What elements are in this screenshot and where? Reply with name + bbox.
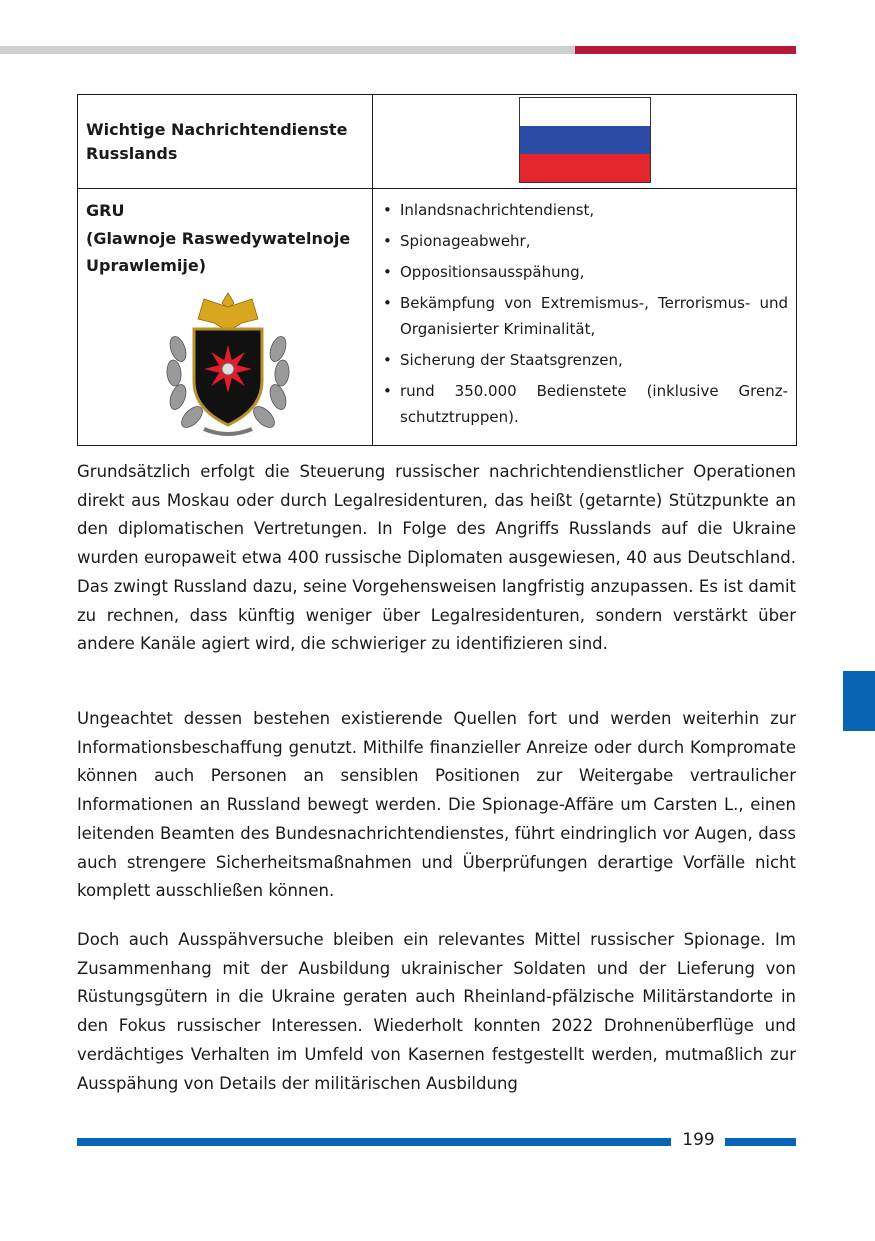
- intelligence-services-table: [77, 94, 797, 446]
- table-row-gru: [78, 189, 797, 446]
- list-item: • Oppositionsausspähung,: [380, 259, 788, 285]
- header-bar-gray: [0, 46, 575, 54]
- tasks-list: [380, 197, 788, 430]
- gru-emblem-icon: [164, 289, 292, 439]
- list-item: • Bekämpfung von Extremismus-, Terrorismus- und Organisierter Kriminalität,: [380, 290, 788, 342]
- agency-full-name: (Glawnoje Raswedywatelnoje Uprawlemije): [86, 229, 351, 275]
- list-item: • Inlandsnachrichtendienst,: [380, 197, 788, 223]
- list-item: • Sicherung der Staatsgrenzen,: [380, 347, 788, 373]
- footer-line-left: [77, 1138, 671, 1146]
- header-bar-red: [575, 46, 796, 54]
- list-item: • rund 350.000 Bedienstete (inklusive Grenzschutztruppen).: [380, 378, 788, 430]
- page-number: 199: [682, 1130, 715, 1150]
- agency-abbreviation: GRU: [86, 201, 125, 220]
- footer-line-right: [725, 1138, 796, 1146]
- list-item: • Spionageabwehr,: [380, 228, 788, 254]
- russian-flag-icon: [519, 97, 651, 183]
- table-header-cell: [78, 95, 373, 189]
- tasks-cell: [373, 189, 797, 446]
- body-paragraph: Grundsätzlich erfolgt die Steuerung russischer nachrichtendienstlicher Operationen direkt aus Moskau oder durch Legalresidenturen, das heißt (getarnte) Stützpunkte an den diplomatischen Vertretungen. In Folge des Angriffs Russlands auf die Ukraine wurden europaweit etwa 400 russische Diplomaten ausgewiesen, 40 aus Deutschland. Das zwingt Russland dazu, seine Vorgehensweisen langfristig anzupassen. Es ist damit zu rechnen, dass künftig weniger über Legalresidenturen, sondern verstärkt über andere Kanäle agiert wird, die schwieriger zu identifizieren sind.: [77, 462, 796, 654]
- body-paragraph: Doch auch Ausspähversuche bleiben ein relevantes Mittel russischer Spionage. Im Zusammenhang mit der Ausbildung ukrainischer Soldaten und der Lieferung von Rüstungsgütern in die Ukraine geraten auch Rheinland-pfälzische Militärstandorte in den Fokus russischer Interessen. Wiederholt konnten 2022 Drohnenüberflüge und verdächtiges Verhalten im Umfeld von Kasernen festgestellt werden, mutmaßlich zur Ausspähung von Details der militärischen Ausbildung: [77, 930, 796, 1093]
- flag-cell: [373, 95, 797, 189]
- chapter-tab: [843, 671, 875, 731]
- body-paragraph: Ungeachtet dessen bestehen existierende Quellen fort und werden weiterhin zur Informationsbeschaffung genutzt. Mithilfe finanzieller Anreize oder durch Kompromate können auch Personen an sensiblen Positionen zur Weitergabe vertraulicher Informationen an Russland bewegt werden. Die Spionage-Affäre um Carsten L., einen leitenden Beamten des Bundesnachrichtendienstes, führt eindringlich vor Augen, dass auch strengere Sicherheitsmaßnahmen und Überprüfungen derartige Vorfälle nicht komplett ausschließen können.: [77, 709, 796, 901]
- table-header-row: [78, 95, 797, 189]
- agency-cell: [78, 189, 373, 446]
- table-header-title: Wichtige Nachrichtendienste Russlands: [86, 119, 348, 163]
